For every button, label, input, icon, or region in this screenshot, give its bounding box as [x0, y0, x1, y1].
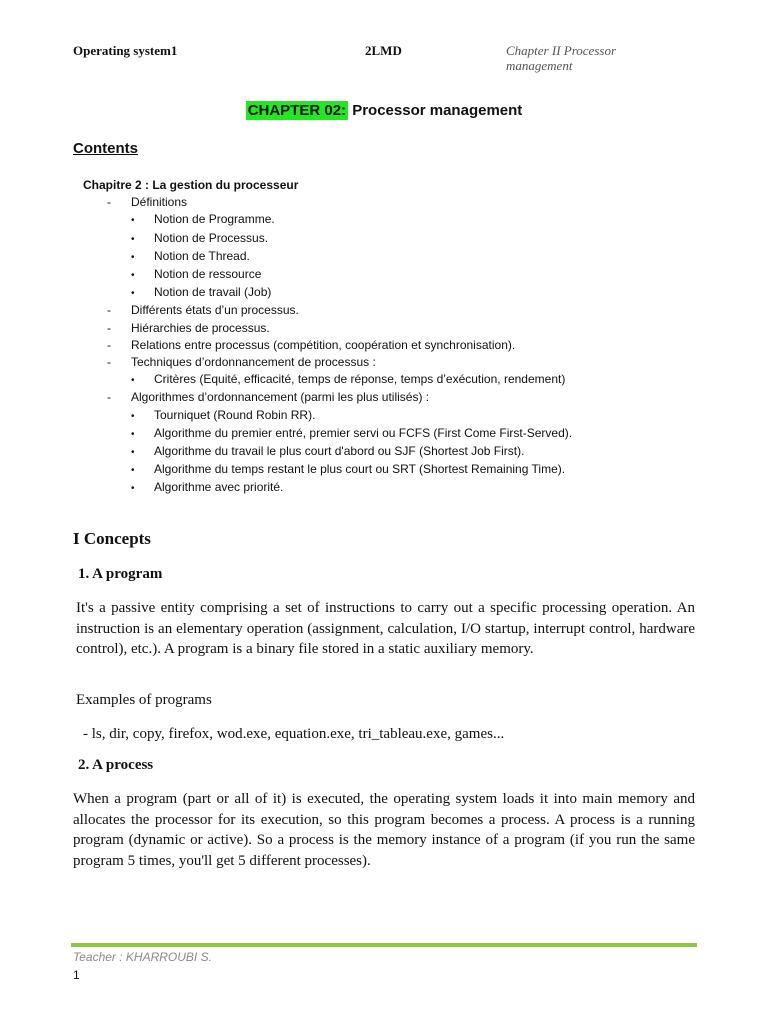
toc-item: • Critères (Equité, efficacité, temps de réponse, temps d’exécution, rendement) — [131, 372, 566, 387]
header-chapter-line1: Chapter II Processor — [506, 43, 617, 58]
header-level: 2LMD — [365, 43, 402, 58]
subsection-heading-program: 1. A program — [78, 566, 163, 582]
page-number: 1 — [73, 968, 80, 982]
contents-heading: Contents — [73, 140, 138, 157]
toc-title: Chapitre 2 : La gestion du processeur — [83, 178, 299, 192]
paragraph-process: When a program (part or all of it) is executed, the operating system loads it into main memory and allocates the processor for its execution, so this program becomes a process. A process is a running program (dynamic or active). So a process is the memory instance of a program (if you run the same program 5 times, you'll get 5 different processes). — [73, 791, 695, 869]
table-of-contents — [83, 177, 643, 498]
subsection-heading-process: 2. A process — [78, 757, 154, 773]
toc-item: - Hiérarchies de processus. — [107, 320, 270, 335]
section-heading-concepts: I Concepts — [73, 529, 151, 548]
chapter-title-highlight: CHAPTER 02: — [247, 102, 347, 119]
toc-item: • Algorithme du travail le plus court d'abord ou SJF (Shortest Job First). — [131, 444, 525, 459]
toc-item: - Définitions — [107, 195, 188, 210]
footer-teacher: Teacher : KHARROUBI S. — [73, 950, 212, 964]
footer-divider — [71, 943, 697, 947]
header-chapter — [506, 43, 686, 73]
toc-item: - Algorithmes d’ordonnancement (parmi les plus utilisés) : — [107, 390, 430, 405]
toc-item: • Notion de Processus. — [131, 230, 269, 245]
examples-heading: Examples of programs — [76, 692, 212, 708]
toc-item: - Relations entre processus (compétition, coopération et synchronisation). — [107, 337, 516, 352]
toc-item: • Algorithme du temps restant le plus court ou SRT (Shortest Remaining Time). — [131, 462, 566, 477]
toc-item: • Tourniquet (Round Robin RR). — [131, 407, 316, 422]
toc-item: • Notion de Programme. — [131, 212, 275, 227]
toc-item: - Différents états d’un processus. — [107, 303, 299, 318]
paragraph-program: It's a passive entity comprising a set of instructions to carry out a specific processing operation. An instruction is an elementary operation (assignment, calculation, I/O startup, interrupt control, hardware control), etc.). A program is a binary file stored in a static auxiliary memory. — [76, 600, 695, 658]
header-course: Operating system1 — [73, 43, 178, 58]
chapter-title — [0, 102, 768, 119]
header-chapter-line2: management — [506, 58, 573, 73]
toc-item: - Techniques d’ordonnancement de processus : — [107, 355, 376, 370]
toc-item: • Algorithme du premier entré, premier servi ou FCFS (First Come First-Served). — [131, 425, 573, 440]
chapter-title-text: Processor management — [348, 102, 523, 119]
toc-item: • Notion de ressource — [131, 267, 262, 282]
toc-item: • Notion de Thread. — [131, 248, 250, 263]
examples-list: - ls, dir, copy, firefox, wod.exe, equation.exe, tri_tableau.exe, games... — [83, 726, 505, 742]
toc-item: • Notion de travail (Job) — [131, 285, 272, 300]
toc-item: • Algorithme avec priorité. — [131, 480, 284, 495]
